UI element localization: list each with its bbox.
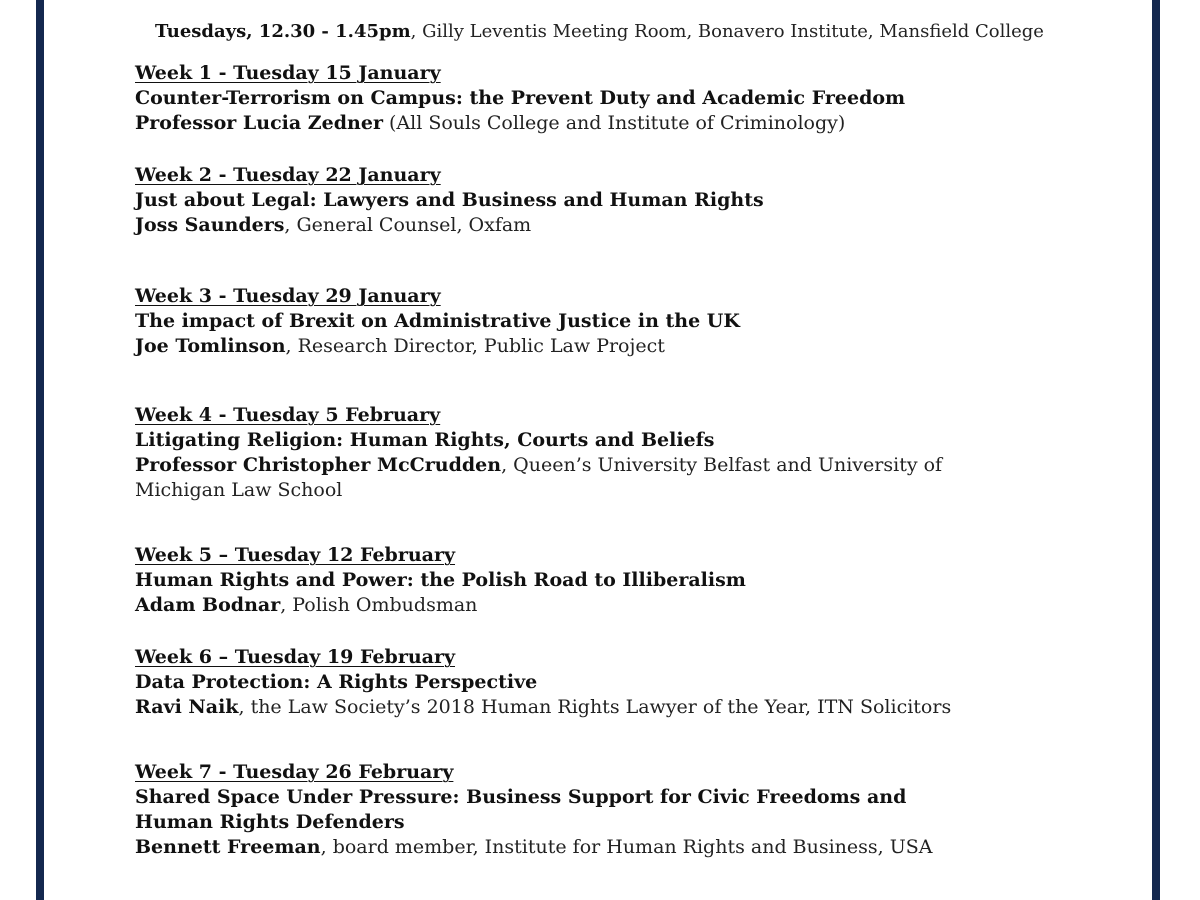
week-entry-1 (135, 61, 1035, 136)
week-entry-3 (135, 284, 1035, 359)
speaker-line (135, 213, 1035, 238)
speaker-name: Bennett Freeman (135, 836, 321, 858)
talk-title: Just about Legal: Lawyers and Business and Human Rights (135, 189, 764, 211)
speaker-affiliation: , board member, Institute for Human Rights and Business, USA (320, 836, 933, 858)
week-entry-4 (135, 403, 1035, 503)
week-entry-5 (135, 543, 1035, 618)
week-heading: Week 5 – Tuesday 12 February (135, 544, 456, 566)
week-entry-2 (135, 163, 1035, 238)
speaker-affiliation: , Research Director, Public Law Project (285, 335, 665, 357)
talk-title-continued: Human Rights Defenders (135, 811, 405, 833)
week-heading: Week 3 - Tuesday 29 January (135, 285, 441, 307)
speaker-line (135, 111, 1035, 136)
talk-title: Counter-Terrorism on Campus: the Prevent Duty and Academic Freedom (135, 87, 906, 109)
talk-title: The impact of Brexit on Administrative Justice in the UK (135, 310, 740, 332)
header-location: , Gilly Leventis Meeting Room, Bonavero Institute, Mansfield College (410, 21, 1044, 42)
speaker-name: Joe Tomlinson (135, 335, 286, 357)
week-heading: Week 6 – Tuesday 19 February (135, 646, 456, 668)
week-heading: Week 7 - Tuesday 26 February (135, 761, 454, 783)
speaker-name: Ravi Naik (135, 696, 239, 718)
speaker-affiliation: , Polish Ombudsman (280, 594, 478, 616)
speaker-affiliation: , Queen’s University Belfast and University of (501, 454, 943, 476)
talk-title: Shared Space Under Pressure: Business Support for Civic Freedoms and (135, 786, 907, 808)
talk-title: Human Rights and Power: the Polish Road to Illiberalism (135, 569, 746, 591)
speaker-affiliation: , General Counsel, Oxfam (284, 214, 532, 236)
week-entry-6 (135, 645, 1035, 720)
week-heading: Week 2 - Tuesday 22 January (135, 164, 441, 186)
speaker-line (135, 453, 1035, 478)
schedule-header (155, 19, 1055, 45)
speaker-line (135, 695, 1035, 720)
speaker-affiliation: (All Souls College and Institute of Criminology) (382, 112, 846, 134)
week-heading: Week 4 - Tuesday 5 February (135, 404, 441, 426)
speaker-name: Professor Christopher McCrudden (135, 454, 502, 476)
speaker-line (135, 593, 1035, 618)
talk-title: Data Protection: A Rights Perspective (135, 671, 538, 693)
week-heading: Week 1 - Tuesday 15 January (135, 62, 441, 84)
week-entry-7 (135, 760, 1035, 860)
header-time: Tuesdays, 12.30 - 1.45pm (155, 21, 411, 42)
speaker-affiliation-continued: Michigan Law School (135, 479, 343, 501)
speaker-name: Joss Saunders (135, 214, 285, 236)
talk-title: Litigating Religion: Human Rights, Courts and Beliefs (135, 429, 715, 451)
speaker-line (135, 334, 1035, 359)
speaker-name: Adam Bodnar (135, 594, 281, 616)
speaker-name: Professor Lucia Zedner (135, 112, 383, 134)
speaker-line (135, 835, 1035, 860)
speaker-affiliation: , the Law Society’s 2018 Human Rights Lawyer of the Year, ITN Solicitors (238, 696, 952, 718)
